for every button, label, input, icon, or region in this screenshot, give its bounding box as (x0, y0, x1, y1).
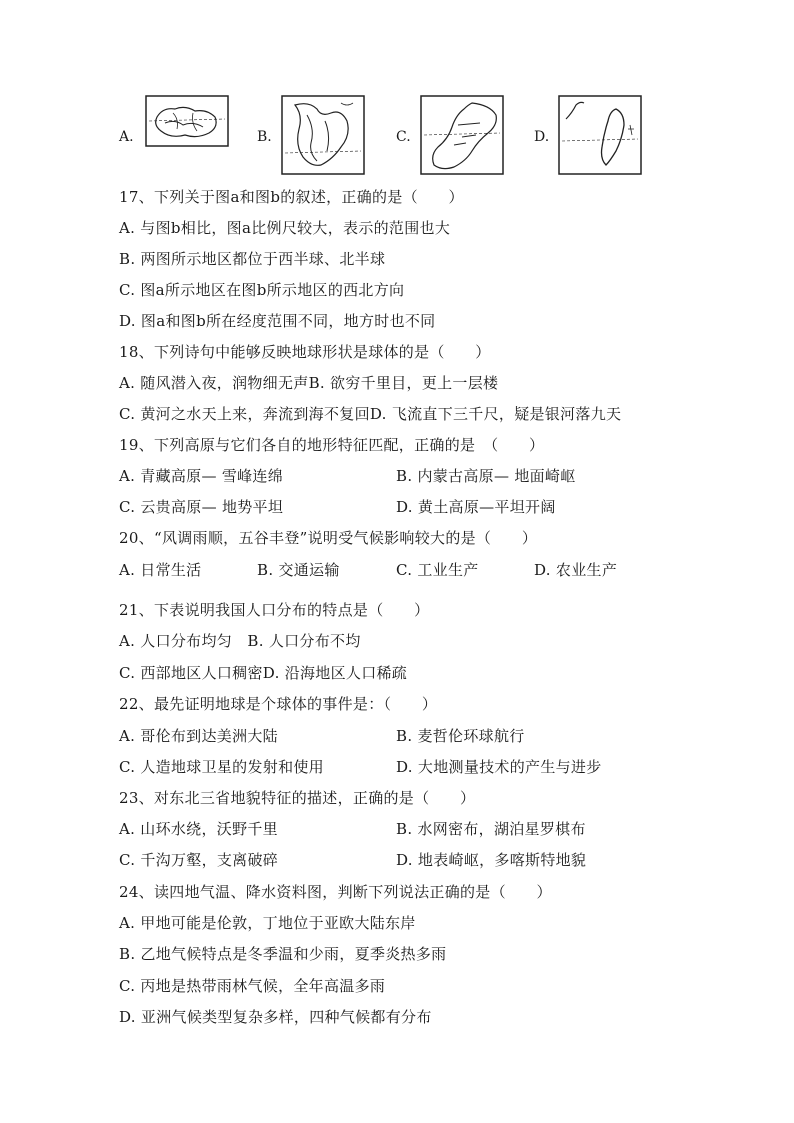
question-22-stem: 22、最先证明地球是个球体的事件是：（ ） (119, 695, 438, 713)
question-17-option-a[interactable]: A. 与图b相比，图a比例尺较大，表示的范围也大 (119, 219, 451, 237)
map-option-letter: D. (534, 129, 550, 145)
map-option-letter: B. (257, 129, 272, 145)
question-23-stem: 23、对东北三省地貌特征的描述，正确的是（ ） (119, 789, 476, 807)
question-17-stem: 17、下列关于图a和图b的叙述，正确的是（ ） (119, 188, 464, 206)
question-22-option-a[interactable]: A. 哥伦布到达美洲大陆 (119, 727, 278, 745)
river-region-map-icon (281, 95, 365, 175)
question-18-options-ab[interactable]: A. 随风潜入夜，润物细无声B. 欲穷千里目，更上一层楼 (119, 374, 499, 392)
question-24-stem: 24、读四地气温、降水资料图，判断下列说法正确的是（ ） (119, 883, 552, 901)
question-23-option-d[interactable]: D. 地表崎岖，多喀斯特地貌 (396, 851, 587, 869)
question-21-options-ab[interactable]: A. 人口分布均匀 B. 人口分布不均 (119, 632, 361, 650)
question-24-option-c[interactable]: C. 丙地是热带雨林气候，全年高温多雨 (119, 977, 386, 995)
map-options-row (119, 95, 659, 177)
question-24-option-d[interactable]: D. 亚洲气候类型复杂多样，四种气候都有分布 (119, 1008, 432, 1026)
question-18-options-cd[interactable]: C. 黄河之水天上来，奔流到海不复回D. 飞流直下三千尺，疑是银河落九天 (119, 405, 622, 423)
question-20-option-c[interactable]: C. 工业生产 (396, 561, 479, 579)
question-22-option-d[interactable]: D. 大地测量技术的产生与进步 (396, 758, 602, 776)
coastal-province-map-icon (420, 95, 504, 175)
question-19-option-d[interactable]: D. 黄土高原—平坦开阔 (396, 498, 556, 516)
question-20-option-d[interactable]: D. 农业生产 (534, 561, 618, 579)
question-24-option-b[interactable]: B. 乙地气候特点是冬季温和少雨，夏季炎热多雨 (119, 945, 447, 963)
question-18-stem: 18、下列诗句中能够反映地球形状是球体的是（ ） (119, 343, 491, 361)
question-17-option-b[interactable]: B. 两图所示地区都位于西半球、北半球 (119, 250, 386, 268)
map-option-letter: C. (396, 129, 411, 145)
question-23-option-a[interactable]: A. 山环水绕，沃野千里 (119, 820, 278, 838)
question-22-option-b[interactable]: B. 麦哲伦环球航行 (396, 727, 525, 745)
river-basin-map-icon (145, 95, 229, 147)
question-19-option-a[interactable]: A. 青藏高原— 雪峰连绵 (119, 467, 284, 485)
question-17-option-d[interactable]: D. 图a和图b所在经度范围不同，地方时也不同 (119, 312, 436, 330)
question-19-option-b[interactable]: B. 内蒙古高原— 地面崎岖 (396, 467, 576, 485)
question-21-options-cd[interactable]: C. 西部地区人口稠密D. 沿海地区人口稀疏 (119, 664, 408, 682)
question-20-option-a[interactable]: A. 日常生活 (119, 561, 202, 579)
question-21-stem: 21、下表说明我国人口分布的特点是（ ） (119, 601, 430, 619)
question-19-option-c[interactable]: C. 云贵高原— 地势平坦 (119, 498, 284, 516)
question-19-stem: 19、下列高原与它们各自的地形特征匹配，正确的是 （ ） (119, 436, 545, 454)
question-23-option-b[interactable]: B. 水网密布，湖泊星罗棋布 (396, 820, 586, 838)
map-option-letter: A. (119, 129, 134, 145)
question-23-option-c[interactable]: C. 千沟万壑，支离破碎 (119, 851, 279, 869)
question-22-option-c[interactable]: C. 人造地球卫星的发射和使用 (119, 758, 324, 776)
question-17-option-c[interactable]: C. 图a所示地区在图b所示地区的西北方向 (119, 281, 405, 299)
question-20-option-b[interactable]: B. 交通运输 (257, 561, 340, 579)
island-map-icon (558, 95, 642, 175)
question-24-option-a[interactable]: A. 甲地可能是伦敦，丁地位于亚欧大陆东岸 (119, 914, 416, 932)
question-20-stem: 20、“风调雨顺，五谷丰登”说明受气候影响较大的是（ ） (119, 529, 538, 547)
